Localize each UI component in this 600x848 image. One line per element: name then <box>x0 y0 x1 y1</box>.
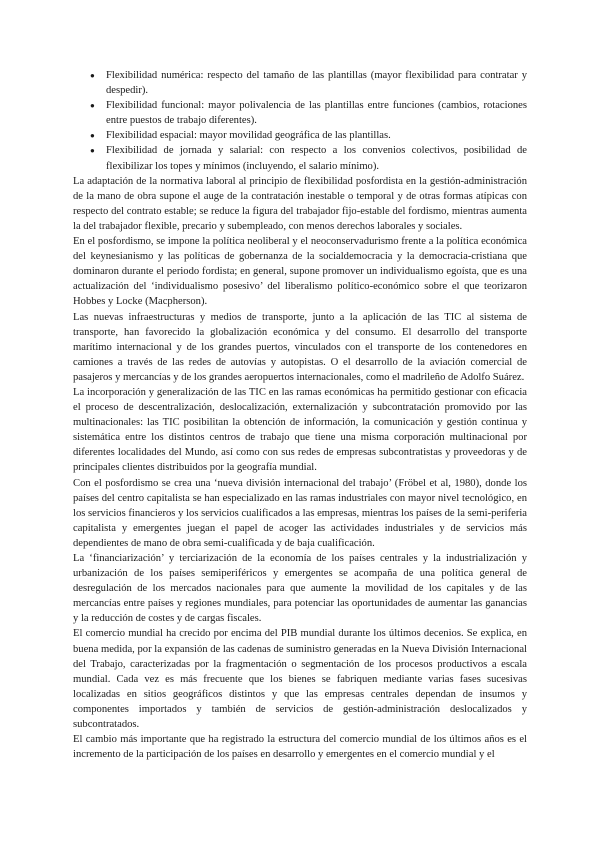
list-item <box>73 68 527 98</box>
list-item-text: Flexibilidad espacial: mayor movilidad geográfica de las plantillas. <box>106 130 391 142</box>
paragraph: Con el posfordismo se crea una ‘nueva división internacional del trabajo’ (Fröbel et al, 1980), donde los países del centro capitalista se han especializado en las ramas industriales con mayor nivel tecnológico, en los servicios financieros y los servicios cualificados a las empresas, mientras los países de la semi-periferia capitalista y emergentes juegan el papel de acoger las actividades industriales y de servicios más dependientes de mano de obra semi-cualificada y de baja cualificación. <box>73 477 527 549</box>
paragraph: La incorporación y generalización de las TIC en las ramas económicas ha permitido gestionar con eficacia el proceso de descentralización, deslocalización, externalización y subcontratación promovido por las multinacionales: las TIC posibilitan la obtención de información, la comunicación y gestión continua y sistemática entre los distintos centros de trabajo que tiene una misma corporación multinacional por diferentes localidades del Mundo, así como con sus redes de empresas subcontratistas y proveedoras y de principales clientes distribuidos por la geografía mundial. <box>73 386 527 474</box>
list-item-text: Flexibilidad de jornada y salarial: con respecto a los convenios colectivos, posibilidad de flexibilizar los topes y mínimos (incluyendo, el salario mínimo). <box>106 145 527 172</box>
list-item <box>73 143 527 173</box>
list-item-text: Flexibilidad funcional: mayor polivalencia de las plantillas entre funciones (cambios, rotaciones entre puestos de trabajo diferentes). <box>106 100 527 127</box>
list-item <box>73 98 527 128</box>
bullet-icon: ● <box>90 71 95 80</box>
list-item-text: Flexibilidad numérica: respecto del tamaño de las plantillas (mayor flexibilidad para contratar y despedir). <box>106 70 527 97</box>
paragraph: El comercio mundial ha crecido por encima del PIB mundial durante los últimos decenios. Se explica, en buena medida, por la expansión de las cadenas de suministro generadas en la Nueva División Internacional del Trabajo, caracterizadas por la fragmentación o segmentación de los procesos productivos a escala mundial. Cada vez es más frecuente que los bienes se fabriquen mediante varias fases sucesivas localizadas en sitios geográficos distintos y que las empresas centrales dependan de insumos y componentes importados y también de servicios de gestión-administración deslocalizados y subcontratados. <box>73 628 527 731</box>
paragraph: La ‘financiarización’ y terciarización de la economía de los países centrales y la industrialización y urbanización de los países semiperiféricos y emergentes se acompaña de una política general de desregulación de los mercados nacionales para que aumente la movilidad de los capitales y de las mercancías entre países y regiones mundiales, para potenciar las oportunidades de aumentar las ganancias y la reducción de costes y de cargas fiscales. <box>73 553 527 625</box>
bullet-icon: ● <box>90 131 95 141</box>
paragraph: El cambio más importante que ha registrado la estructura del comercio mundial de los últimos años es el incremento de la participación de los países en desarrollo y emergentes en el comercio mundial y el <box>73 734 527 761</box>
paragraph: Las nuevas infraestructuras y medios de transporte, junto a la aplicación de las TIC al sistema de transporte, han favorecido la globalización económica y del consumo. El desarrollo del transporte marítimo internacional y de los grandes puertos, vinculados con el transporte de los contenedores en camiones a través de las redes de autovías y autopistas. O el desarrollo de la aviación comercial de pasajeros y mercancías y de los grandes aeropuertos internacionales, como el madrileño de Adolfo Suárez. <box>73 311 527 383</box>
bullet-icon: ● <box>90 146 95 156</box>
flexibility-list <box>73 68 527 174</box>
paragraph: En el posfordismo, se impone la política neoliberal y el neoconservadurismo frente a la política económica del keynesianismo y las políticas de gobernanza de la socialdemocracia y la democracia-cristiana que dominaron durante el periodo fordista; en general, supone promover un individualismo egoísta, que es una actualización del ‘individualismo posesivo’ del liberalismo político-económico sobre el que teorizaron Hobbes y Locke (Macpherson). <box>73 236 527 308</box>
bullet-icon: ● <box>90 101 95 111</box>
paragraph: La adaptación de la normativa laboral al principio de flexibilidad posfordista en la gestión-administración de la mano de obra supone el auge de la contratación inestable o temporal y de otras formas atípicas con respecto del contrato estable; se reduce la figura del trabajador fijo-estable del fordismo, mientras aumenta la del trabajador flexible, precario y subempleado, con menos derechos laborales y sociales. <box>73 175 527 232</box>
document-body <box>73 68 527 762</box>
list-item <box>73 128 527 143</box>
